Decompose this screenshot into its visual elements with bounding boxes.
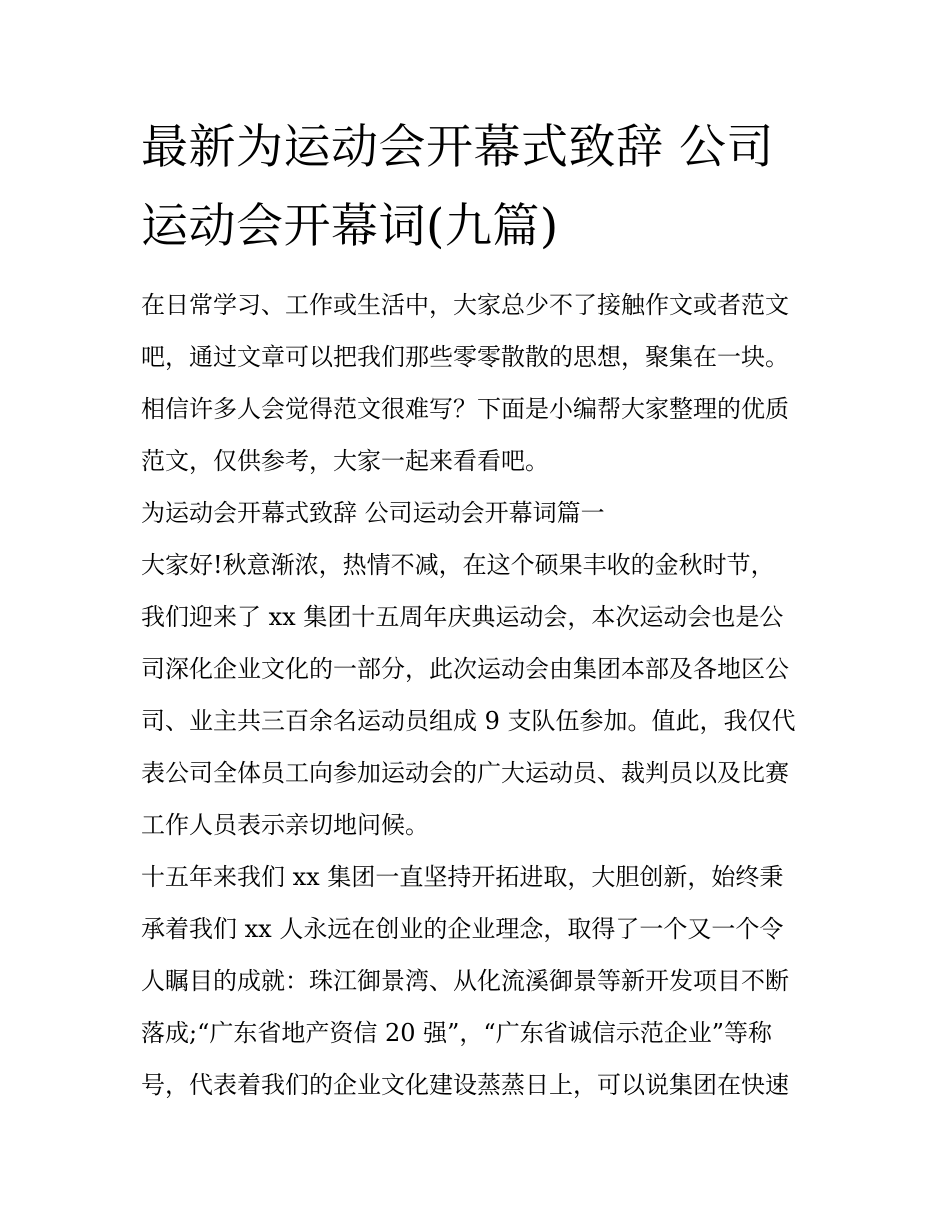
document-body [141,279,813,1111]
speech-line: 表公司全体员工向参加运动会的广大运动员、裁判员以及比赛 [141,759,789,787]
speech-line: 司、业主共三百余名运动员组成 9 支队伍参加。值此，我仅代 [141,707,796,735]
document-title [141,108,813,266]
speech-line: 号，代表着我们的企业文化建设蒸蒸日上，可以说集团在快速 [141,1071,789,1099]
title-line-1: 最新为运动会开幕式致辞 公司 [141,120,774,175]
intro-line: 吧，通过文章可以把我们那些零零散散的思想，聚集在一块。 [141,343,789,371]
title-line-2: 运动会开幕词(九篇) [141,199,559,254]
intro-line: 相信许多人会觉得范文很难写？下面是小编帮大家整理的优质 [141,395,789,423]
speech-line: 十五年来我们 xx 集团一直坚持开拓进取，大胆创新，始终秉 [141,863,784,891]
intro-line: 在日常学习、工作或生活中，大家总少不了接触作文或者范文 [141,291,789,319]
speech-line: 大家好!秋意渐浓，热情不减，在这个硕果丰收的金秋时节， [141,551,775,579]
intro-line: 范文，仅供参考，大家一起来看看吧。 [141,447,549,475]
speech-line: 承着我们 xx 人永远在创业的企业理念，取得了一个又一个令 [141,915,784,943]
speech-line: 人瞩目的成就：珠江御景湾、从化流溪御景等新开发项目不断 [141,967,789,995]
speech-line: 工作人员表示亲切地问候。 [141,811,429,839]
speech-line: 我们迎来了 xx 集团十五周年庆典运动会，本次运动会也是公 [141,603,784,631]
speech-line: 司深化企业文化的一部分，此次运动会由集团本部及各地区公 [141,655,789,683]
document-page [141,108,813,1111]
speech-line: 落成;“广东省地产资信 20 强”，“广东省诚信示范企业”等称 [141,1019,772,1047]
section-heading: 为运动会开幕式致辞 公司运动会开幕词篇一 [141,499,605,527]
